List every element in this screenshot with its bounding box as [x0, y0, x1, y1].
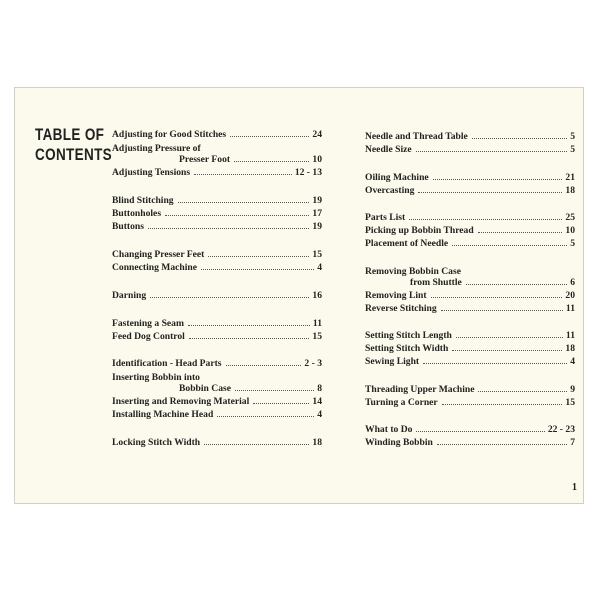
- toc-entry-page: 4: [317, 409, 322, 420]
- toc-entry-title: Turning a Corner: [365, 397, 438, 408]
- toc-entry-title: Picking up Bobbin Thread: [365, 225, 474, 236]
- toc-entry-title: Adjusting for Good Stitches: [112, 129, 227, 140]
- toc-entry-page: 11: [312, 318, 322, 329]
- toc-leader-dots: [416, 431, 544, 432]
- toc-entry-page: 5: [570, 144, 575, 155]
- toc-leader-dots: [452, 350, 562, 351]
- toc-leader-dots: [442, 404, 563, 405]
- toc-entry: [365, 185, 575, 197]
- toc-entry: [365, 290, 575, 302]
- toc-entry-title: Blind Stitching: [112, 195, 174, 206]
- toc-entry-page: 11: [565, 330, 575, 341]
- toc-entry-page: 2 - 3: [304, 358, 322, 369]
- toc-entry-title: Setting Stitch Width: [365, 343, 449, 354]
- toc-entry-page: 21: [565, 172, 575, 183]
- toc-entry-title: Winding Bobbin: [365, 437, 433, 448]
- toc-entry: [365, 238, 575, 250]
- toc-entry-page: 10: [565, 225, 575, 236]
- toc-entry-title: Presser Foot: [179, 154, 231, 165]
- toc-entry: [365, 343, 575, 355]
- toc-entry-title: Changing Presser Feet: [112, 249, 205, 260]
- toc-entry-title: Darning: [112, 290, 147, 301]
- toc-entry-page: 5: [570, 238, 575, 249]
- toc-entry-title: Feed Dog Control: [112, 331, 185, 342]
- toc-entry-title: Overcasting: [365, 185, 415, 196]
- toc-entry-page: 4: [317, 262, 322, 273]
- toc-leader-dots: [418, 192, 562, 193]
- toc-leader-dots: [409, 219, 562, 220]
- toc-entry: [365, 144, 575, 156]
- toc-entry: [365, 397, 575, 409]
- toc-leader-dots: [437, 444, 567, 445]
- toc-entry-page: 4: [570, 356, 575, 367]
- toc-entry-title: Parts List: [365, 212, 406, 223]
- toc-leader-dots: [478, 391, 567, 392]
- toc-leader-dots: [433, 179, 563, 180]
- toc-entry-page: 16: [312, 290, 322, 301]
- toc-entry-page: 11: [565, 303, 575, 314]
- toc-entry: [365, 303, 575, 315]
- toc-heading-line1: TABLE OF: [35, 126, 105, 144]
- toc-entry-page: 10: [312, 154, 322, 165]
- toc-entry-title: Sewing Light: [365, 356, 420, 367]
- toc-entry-title: Fastening a Seam: [112, 318, 184, 329]
- toc-heading-line2: CONTENTS: [35, 146, 113, 164]
- toc-entry: [365, 356, 575, 368]
- toc-entry-title: Inserting and Removing Material: [112, 396, 250, 407]
- toc-entry-page: 15: [312, 331, 322, 342]
- toc-entry-page: 24: [312, 129, 322, 140]
- toc-entry: [365, 384, 575, 396]
- toc-entry-title: Setting Stitch Length: [365, 330, 452, 341]
- toc-entry-title: Identification - Head Parts: [112, 358, 222, 369]
- toc-entry: [365, 212, 575, 224]
- toc-entry-page: 18: [565, 343, 575, 354]
- toc-entry-title-line1: Removing Bobbin Case: [365, 266, 461, 277]
- toc-entry-page: 14: [312, 396, 322, 407]
- manual-page: [14, 87, 584, 504]
- toc-entry-page: 19: [312, 195, 322, 206]
- toc-entry-page: 5: [570, 131, 575, 142]
- toc-entry-title: Installing Machine Head: [112, 409, 214, 420]
- toc-entry-title: Adjusting Tensions: [112, 167, 191, 178]
- toc-leader-dots: [452, 245, 567, 246]
- toc-entry-title-line1: Inserting Bobbin into: [112, 372, 200, 383]
- toc-entry-title: Oiling Machine: [365, 172, 429, 183]
- toc-entry-page: 6: [570, 277, 575, 288]
- toc-leader-dots: [478, 232, 563, 233]
- toc-entry-title: Buttons: [112, 221, 144, 232]
- toc-entry: [365, 225, 575, 237]
- toc-entry-title-line1: Adjusting Pressure of: [112, 143, 201, 154]
- toc-entry-page: 12 - 13: [294, 167, 322, 178]
- toc-entry: [410, 277, 575, 289]
- toc-leader-dots: [416, 151, 568, 152]
- toc-entry: [365, 131, 575, 143]
- toc-entry-title: Placement of Needle: [365, 238, 449, 249]
- toc-leader-dots: [423, 363, 567, 364]
- toc-entry: [365, 424, 575, 436]
- toc-leader-dots: [456, 337, 563, 338]
- toc-entry-page: 22 - 23: [547, 424, 575, 435]
- toc-entry-page: 20: [565, 290, 575, 301]
- toc-entry-page: 15: [312, 249, 322, 260]
- toc-entry-title: Threading Upper Machine: [365, 384, 475, 395]
- toc-entry-title: Needle Size: [365, 144, 412, 155]
- toc-entry-page: 9: [570, 384, 575, 395]
- toc-entry-title: Needle and Thread Table: [365, 131, 468, 142]
- toc-entry-page: 25: [565, 212, 575, 223]
- toc-leader-dots: [466, 284, 567, 285]
- toc-leader-dots: [441, 310, 563, 311]
- toc-entry-title: from Shuttle: [410, 277, 462, 288]
- toc-entry: [365, 437, 575, 449]
- toc-entry-page: 18: [565, 185, 575, 196]
- toc-leader-dots: [431, 297, 563, 298]
- toc-entry-page: 18: [312, 437, 322, 448]
- toc-entry-title: Connecting Machine: [112, 262, 198, 273]
- toc-entry-title: Locking Stitch Width: [112, 437, 201, 448]
- page-number: 1: [572, 482, 577, 493]
- toc-entry-title: Bobbin Case: [179, 383, 231, 394]
- toc-entry-page: 15: [565, 397, 575, 408]
- toc-entry: [365, 172, 575, 184]
- toc-entry-page: 17: [312, 208, 322, 219]
- toc-right-column: [15, 88, 585, 505]
- toc-entry-page: 7: [570, 437, 575, 448]
- toc-entry-title: Removing Lint: [365, 290, 427, 301]
- toc-entry-page: 19: [312, 221, 322, 232]
- toc-entry-title: Buttonholes: [112, 208, 162, 219]
- toc-leader-dots: [472, 138, 567, 139]
- toc-entry: [365, 330, 575, 342]
- toc-entry-title: Reverse Stitching: [365, 303, 437, 314]
- toc-entry-title: What to Do: [365, 424, 413, 435]
- toc-entry-page: 8: [317, 383, 322, 394]
